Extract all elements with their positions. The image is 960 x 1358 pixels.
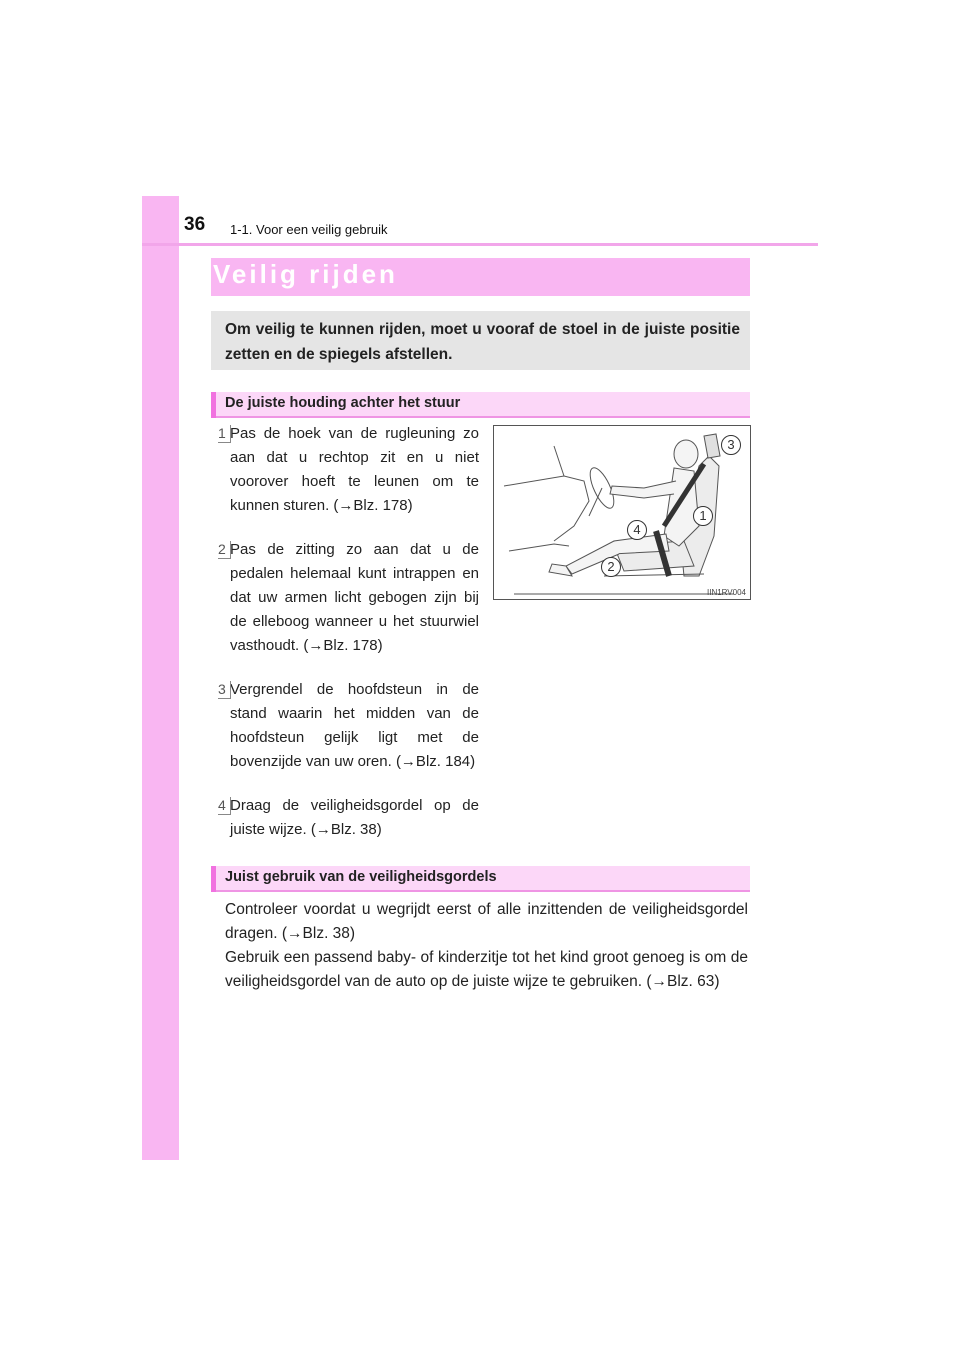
seatbelt-body-text (225, 898, 748, 994)
item-text: Pas de zitting zo aan dat u de pedalen helemaal kunt intrappen en dat uw armen licht gebogen zijn bij de elleboog wanneer u het stuurwiel vasthoudt. (→Blz. 178) (230, 541, 479, 654)
item-text: Pas de hoek van de rugleuning zo aan dat u rechtop zit en u niet voorover hoeft te leunen om te kunnen sturen. (→Blz. 178) (230, 425, 479, 514)
page-number: 36 (184, 214, 206, 235)
paragraph: Gebruik een passend baby- of kinderzitje tot het kind groot genoeg is om de veiligheidsgordel van de auto op de juiste wijze te gebruiken. (→Blz. 63) (225, 949, 748, 990)
callout-1: 1 (693, 506, 713, 526)
list-item (216, 538, 479, 658)
figure-code: IIN1RV004 (707, 588, 746, 597)
list-item (216, 678, 479, 774)
intro-box (211, 311, 750, 370)
driving-posture-illustration (493, 425, 751, 600)
item-number: 2 (218, 541, 231, 559)
intro-text: Om veilig te kunnen rijden, moet u vooraf de stoel in de juiste positie zetten en de spiegels afstellen. (225, 321, 740, 363)
chapter-sidebar-tab (142, 196, 179, 1160)
item-text: Vergrendel de hoofdsteun in de stand waarin het midden van de hoofdsteun gelijk ligt met de bovenzijde van uw oren. (→Blz. 184) (230, 681, 479, 770)
list-item (216, 794, 479, 842)
item-number: 3 (218, 681, 231, 699)
section-heading-seatbelts (211, 866, 750, 892)
page-title-bar (211, 258, 750, 296)
item-number: 1 (218, 425, 231, 443)
paragraph: Controleer voordat u wegrijdt eerst of alle inzittenden de veiligheidsgordel dragen. (→Blz. 38) (225, 901, 748, 942)
chapter-title: 1-1. Voor een veilig gebruik (230, 222, 388, 237)
callout-2: 2 (601, 557, 621, 577)
header-divider (142, 243, 818, 246)
page-title: Veilig rijden (213, 259, 398, 289)
section-heading-text: De juiste houding achter het stuur (225, 395, 461, 411)
list-item (216, 422, 479, 518)
section-heading-text: Juist gebruik van de veiligheidsgordels (225, 869, 497, 885)
item-text: Draag de veiligheidsgordel op de juiste wijze. (→Blz. 38) (230, 797, 479, 838)
section-heading-posture (211, 392, 750, 418)
item-number: 4 (218, 797, 231, 815)
callout-3: 3 (721, 435, 741, 455)
callout-4: 4 (627, 520, 647, 540)
